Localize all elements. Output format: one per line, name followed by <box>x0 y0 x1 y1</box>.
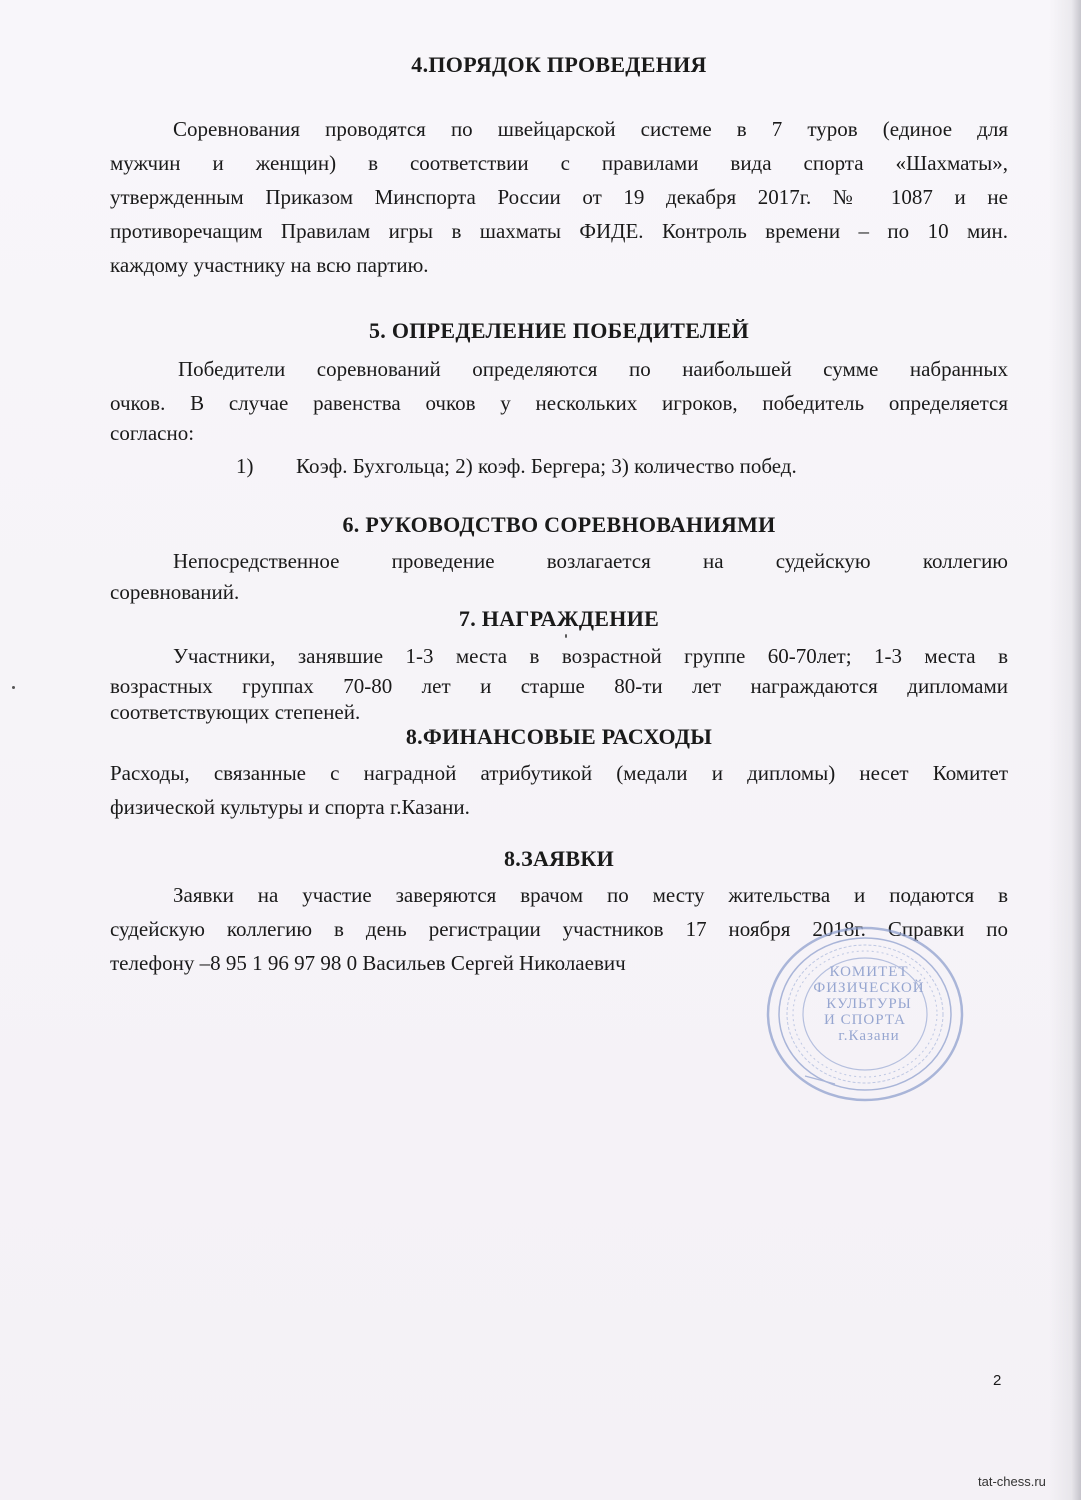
stamp-line: КУЛЬТУРЫ <box>826 996 912 1012</box>
paragraph-line: соревнований. <box>110 580 240 604</box>
paragraph-line: мужчин и женщин) в соответствии с правилами вида спорта «Шахматы», <box>110 151 1008 175</box>
section-5-paragraph <box>110 352 1008 446</box>
paragraph-line: Непосредственное проведение возлагается на судейскую коллегию <box>173 549 1008 573</box>
paragraph-line: очков. В случае равенства очков у нескольких игроков, победитель определяется <box>110 391 1008 415</box>
tiebreak-list-item <box>236 452 797 480</box>
paragraph-line: Соревнования проводятся по швейцарской системе в 7 туров (единое для <box>173 117 1008 141</box>
section-6-paragraph <box>110 544 1008 606</box>
paragraph-line: каждому участнику на всю партию. <box>110 253 429 277</box>
official-stamp <box>765 926 965 1102</box>
paragraph-line: судейскую коллегию в день регистрации участников 17 ноября 2018г. Справки по <box>110 917 1008 941</box>
paragraph-line: противоречащим Правилам игры в шахматы ФИДЕ. Контроль времени – по 10 мин. <box>110 219 1008 243</box>
section-7-heading: 7. НАГРАЖДЕНИЕ <box>458 606 660 631</box>
stamp-line: КОМИТЕТ <box>829 964 909 980</box>
section-5-heading: 5. ОПРЕДЕЛЕНИЕ ПОБЕДИТЕЛЕЙ <box>368 318 750 343</box>
page-edge-shadow <box>1049 0 1081 1500</box>
paragraph-line: согласно: <box>110 421 195 445</box>
paragraph-line: Заявки на участие заверяются врачом по месту жительства и подаются в <box>173 883 1008 907</box>
page-number: 2 <box>993 1372 1002 1389</box>
section-7-paragraph <box>110 640 1008 724</box>
scan-speck <box>12 686 15 689</box>
stamp-line: ФИЗИЧЕСКОЙ <box>813 980 925 996</box>
list-text: Коэф. Бухгольца; 2) коэф. Бергера; 3) количество побед. <box>296 454 797 478</box>
section-applications-heading: 8.ЗАЯВКИ <box>503 846 615 871</box>
section-8-paragraph <box>110 756 1008 824</box>
section-4-heading: 4.ПОРЯДОК ПРОВЕДЕНИЯ <box>411 52 707 77</box>
paragraph-line: Победители соревнований определяются по наибольшей сумме набранных <box>178 357 1008 381</box>
paragraph-line: утвержденным Приказом Минспорта России от 19 декабря 2017г. № 1087 и не <box>110 185 1008 209</box>
section-4-paragraph <box>110 112 1008 282</box>
stamp-line: И СПОРТА <box>823 1012 907 1028</box>
scan-speck <box>565 634 567 638</box>
list-number: 1) <box>236 454 254 478</box>
paragraph-line: возрастных группах 70-80 лет и старше 80-ти лет награждаются дипломами <box>110 674 1008 698</box>
paragraph-line: Расходы, связанные с наградной атрибутикой (медали и дипломы) несет Комитет <box>110 761 1008 785</box>
stamp-line: г.Казани <box>838 1028 900 1044</box>
paragraph-line: физической культуры и спорта г.Казани. <box>110 795 470 819</box>
section-8-heading: 8.ФИНАНСОВЫЕ РАСХОДЫ <box>405 724 713 749</box>
site-watermark: tat-chess.ru <box>978 1474 1046 1489</box>
paragraph-line: телефону –8 95 1 96 97 98 0 Васильев Сергей Николаевич <box>110 951 626 975</box>
paragraph-line: соответствующих степеней. <box>110 700 361 724</box>
section-6-heading: 6. РУКОВОДСТВО СОРЕВНОВАНИЯМИ <box>342 512 776 537</box>
paragraph-line: Участники, занявшие 1-3 места в возрастной группе 60-70лет; 1-3 места в <box>173 644 1008 668</box>
